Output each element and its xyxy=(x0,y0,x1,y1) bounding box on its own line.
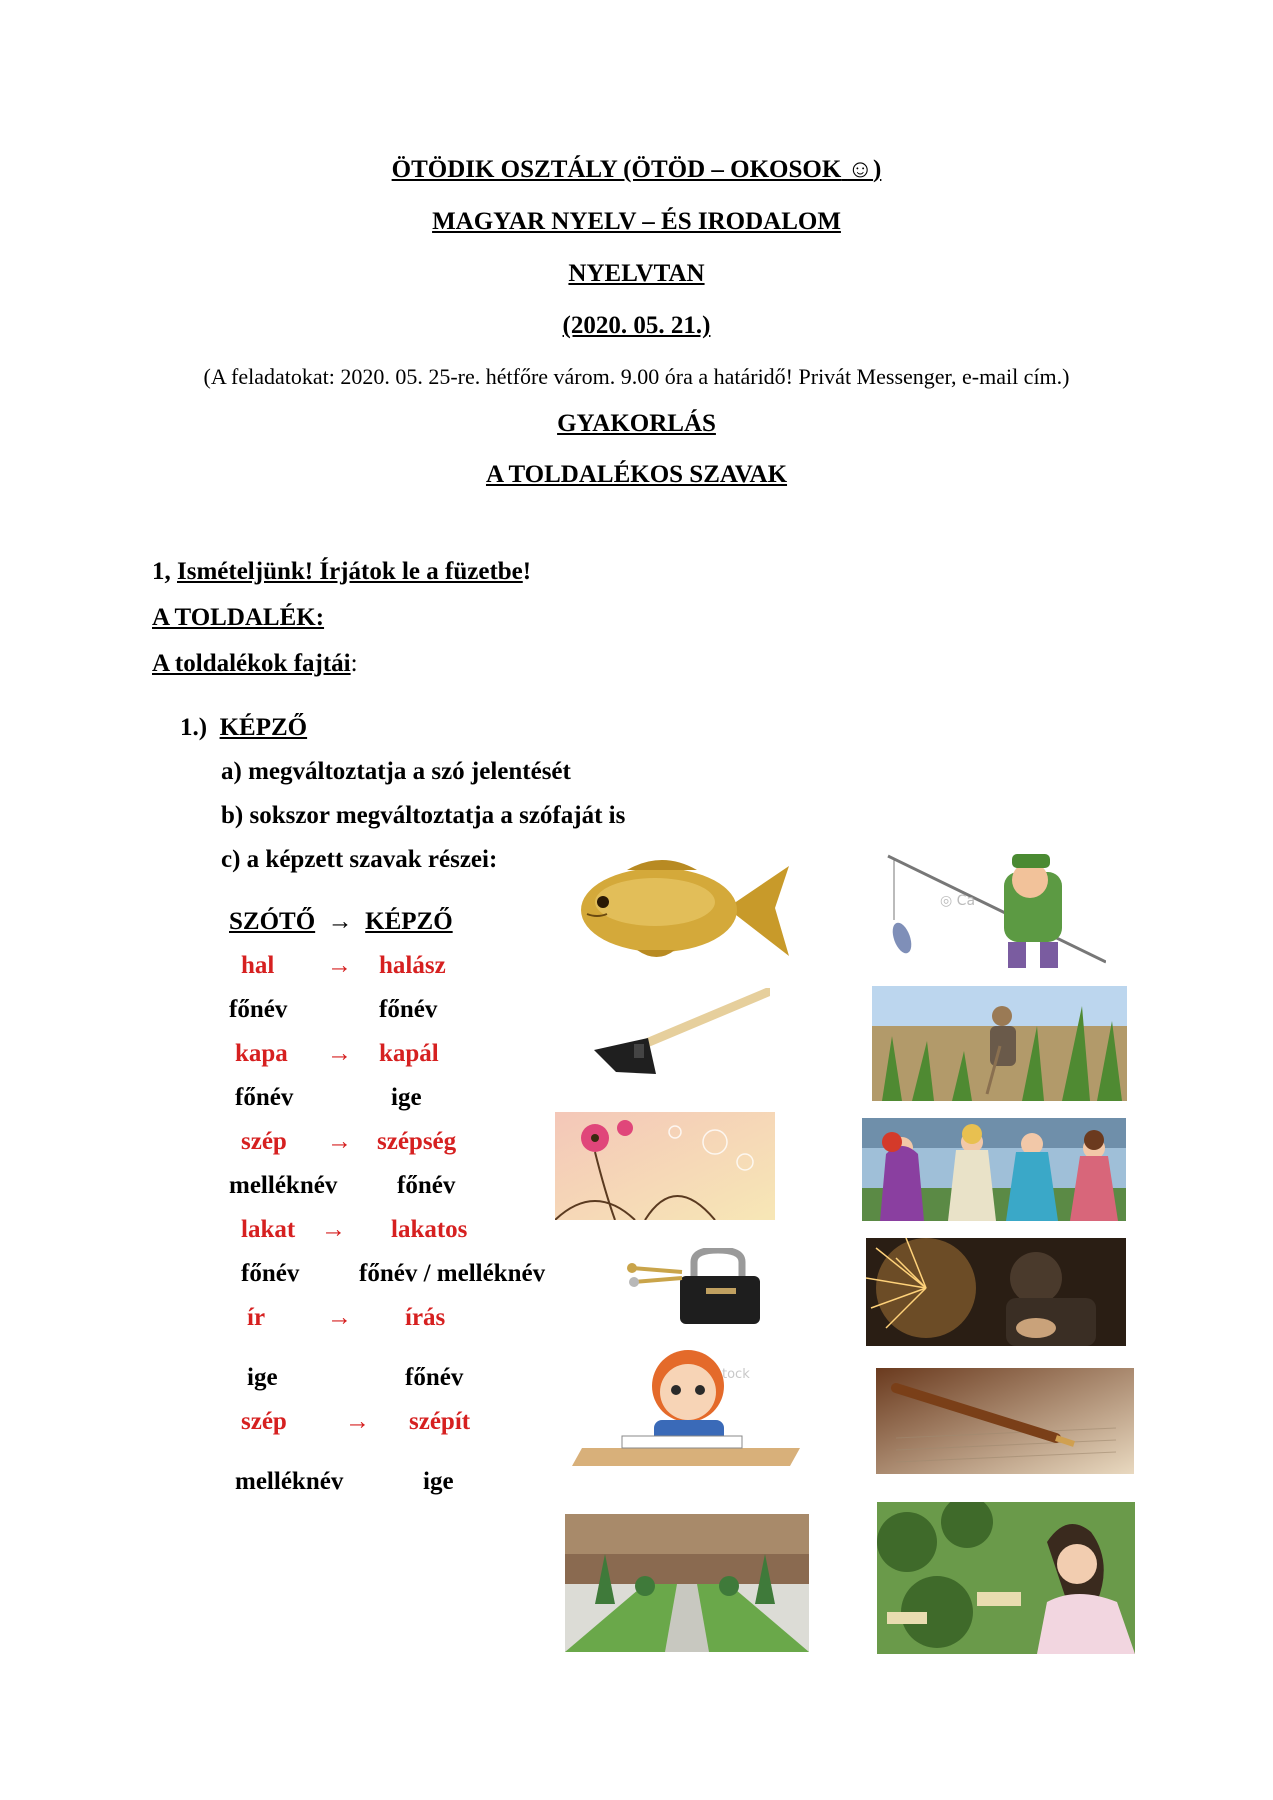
girl-writing-image xyxy=(572,1348,810,1473)
pair-5-derived: írás xyxy=(405,1304,446,1331)
pair-3-base-pos: melléknév xyxy=(229,1172,338,1199)
pair-3-arrow: → xyxy=(327,1128,352,1155)
pair-2-base: kapa xyxy=(235,1040,288,1067)
deadline-note: (A feladatokat: 2020. 05. 25-re. hétfőre várom. 9.00 óra a határidő! Privát Messenger, e-mail cím.) xyxy=(203,364,1070,389)
pair-3-base: szép xyxy=(241,1128,287,1155)
pair-5-base-pos: ige xyxy=(247,1364,278,1391)
title-subject: MAGYAR NYELV – ÉS IRODALOM xyxy=(432,208,841,235)
princesses-image xyxy=(862,1118,1126,1221)
pair-1-base: hal xyxy=(241,952,275,979)
pair-5-base: ír xyxy=(247,1304,266,1331)
types-heading-line xyxy=(152,650,358,678)
title-lesson: A TOLDALÉKOS SZAVAK xyxy=(485,461,788,488)
smiley-icon: ☺ xyxy=(847,156,874,183)
pair-3-derived: szépség xyxy=(377,1128,457,1155)
title-class-end: ) xyxy=(873,156,882,183)
padlock-image xyxy=(622,1248,782,1328)
column-header xyxy=(229,908,453,936)
pair-5-derived-pos: főnév xyxy=(405,1364,464,1391)
pair-4-derived-pos: főnév / melléknév xyxy=(359,1260,546,1287)
woman-gardening-image xyxy=(877,1502,1135,1654)
title-class-text: ÖTÖDIK OSZTÁLY (ÖTÖD – OKOSOK xyxy=(391,156,842,183)
task-exclaim: ! xyxy=(522,558,532,585)
pair-1-base-pos: főnév xyxy=(229,996,288,1023)
garden-image xyxy=(565,1514,809,1652)
svg-text:tock: tock xyxy=(722,1367,750,1382)
pair-1-derived: halász xyxy=(379,952,446,979)
flowers-image xyxy=(555,1112,775,1220)
pair-2-derived: kapál xyxy=(379,1040,439,1067)
kepzo-title: KÉPZŐ xyxy=(219,714,308,741)
pair-6-base: szép xyxy=(241,1408,287,1435)
farmer-hoeing-image xyxy=(872,986,1127,1101)
pair-4-base-pos: főnév xyxy=(241,1260,300,1287)
kepzo-number: 1.) xyxy=(180,714,208,741)
title-practice: GYAKORLÁS xyxy=(557,410,716,437)
kepzo-heading xyxy=(180,714,307,742)
locksmith-grinding-image xyxy=(866,1238,1126,1346)
column-header-szoto: SZÓTŐ xyxy=(229,908,316,935)
pair-5-arrow: → xyxy=(327,1304,352,1331)
fish-image xyxy=(567,852,793,964)
column-header-arrow: → xyxy=(327,908,353,935)
task-number: 1, xyxy=(152,558,171,585)
task-1-line xyxy=(152,558,531,586)
pair-6-base-pos: melléknév xyxy=(235,1468,344,1495)
fisherman-image xyxy=(880,850,1106,973)
toldalek-heading: A TOLDALÉK: xyxy=(152,604,325,631)
title-class xyxy=(0,156,1273,184)
pen-on-paper-image xyxy=(876,1368,1134,1474)
pair-2-base-pos: főnév xyxy=(235,1084,294,1111)
pair-1-arrow: → xyxy=(327,952,352,979)
pair-2-derived-pos: ige xyxy=(391,1084,422,1111)
pair-3-derived-pos: főnév xyxy=(397,1172,456,1199)
column-header-kepzo: KÉPZŐ xyxy=(365,908,453,935)
pair-4-base: lakat xyxy=(241,1216,296,1243)
title-date: (2020. 05. 21.) xyxy=(562,312,711,339)
pair-6-arrow: → xyxy=(345,1408,370,1435)
kepzo-point-b: b) sokszor megváltoztatja a szófaját is xyxy=(221,802,626,829)
pair-2-arrow: → xyxy=(327,1040,352,1067)
types-heading: A toldalékok fajtái xyxy=(152,650,351,677)
pair-4-arrow: → xyxy=(321,1216,346,1243)
pair-1-derived-pos: főnév xyxy=(379,996,438,1023)
kepzo-point-a: a) megváltoztatja a szó jelentését xyxy=(221,758,571,785)
title-topic: NYELVTAN xyxy=(568,260,705,287)
pair-6-derived-pos: ige xyxy=(423,1468,454,1495)
hoe-image xyxy=(590,988,770,1084)
pair-4-derived: lakatos xyxy=(391,1216,468,1243)
task-instruction: Ismételjünk! Írjátok le a füzetbe xyxy=(177,558,523,585)
kepzo-point-c: c) a képzett szavak részei: xyxy=(221,846,498,873)
svg-text:◎ Ca: ◎ Ca xyxy=(940,893,976,909)
pair-6-derived: szépít xyxy=(409,1408,471,1435)
types-colon: : xyxy=(350,650,358,677)
